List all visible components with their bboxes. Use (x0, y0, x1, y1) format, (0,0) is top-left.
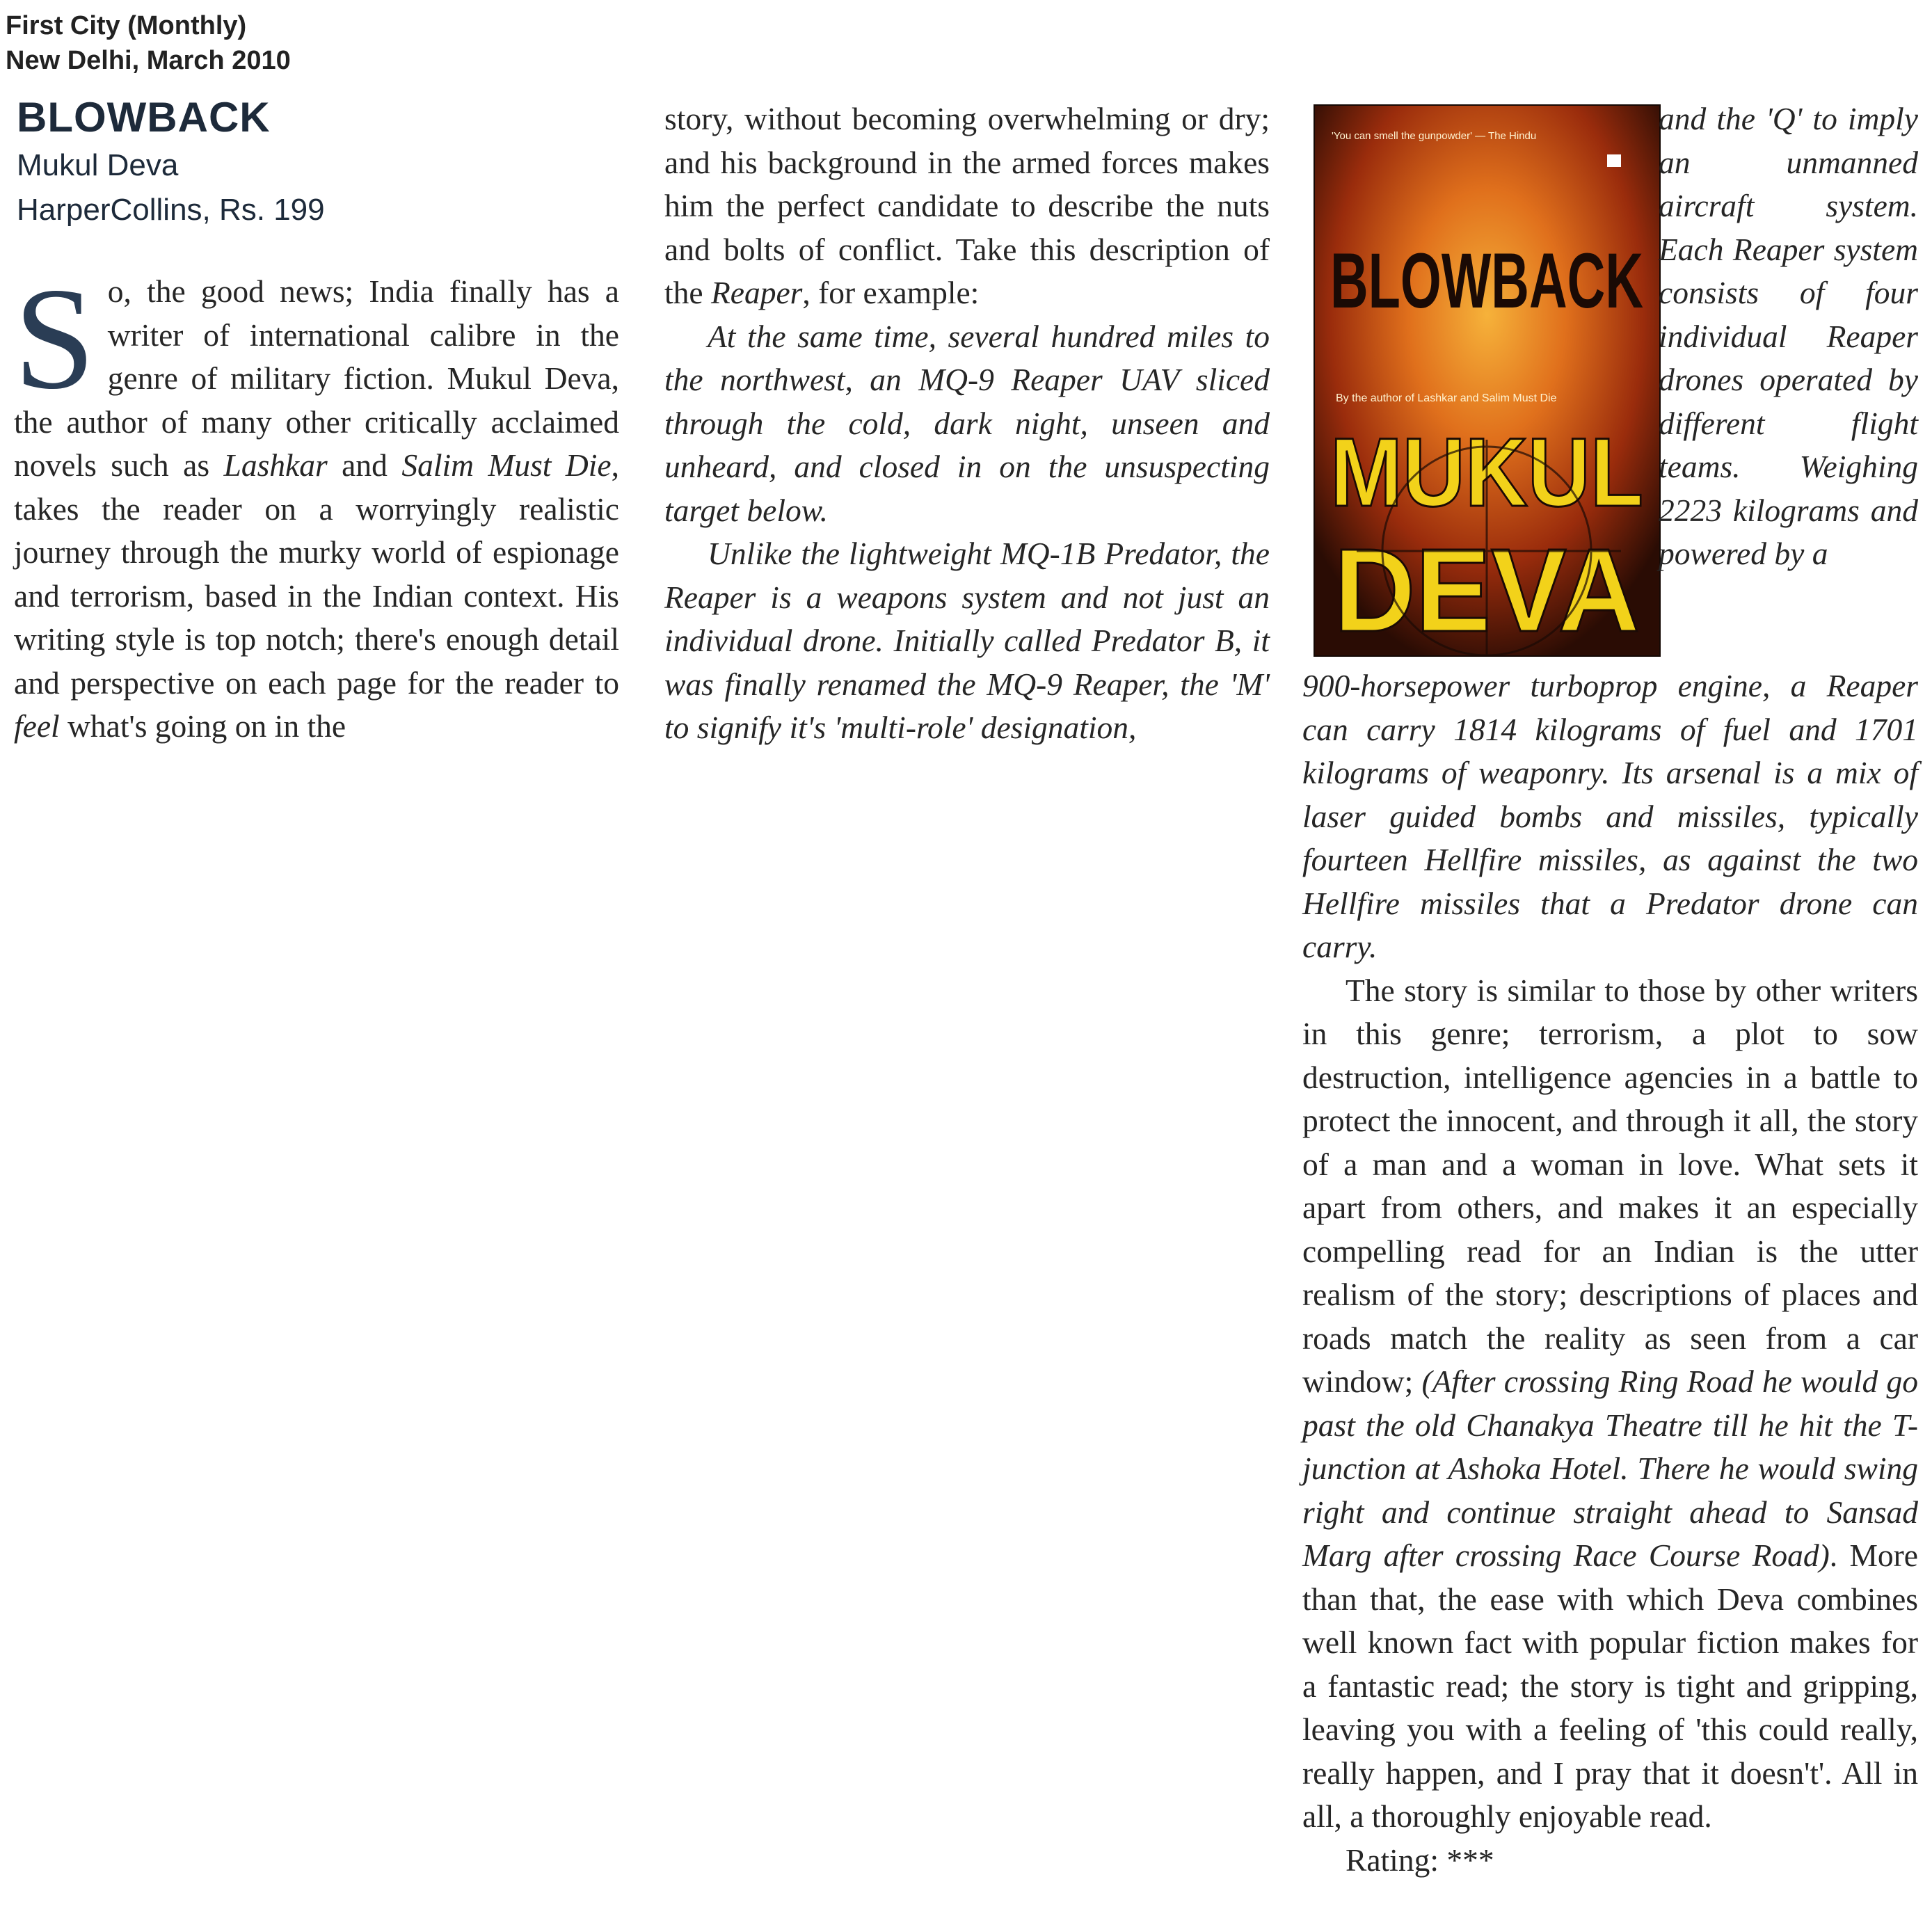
excerpt-paragraph-2: Unlike the lightweight MQ-1B Predator, the Reaper is a weapons system and not just an individual drone. Initially called Predator B, it was finally renamed the MQ-9 Reaper, the 'M' to signify it's 'multi-role' designation, (664, 536, 1270, 745)
cover-quote: 'You can smell the gunpowder' — The Hindu (1332, 130, 1537, 142)
excerpt-paragraph-2-end: 900-horsepower turboprop engine, a Reaper can carry 1814 kilograms of fuel and 1701 kilograms of weaponry. Its arsenal is a mix of laser guided bombs and missiles, typically fourteen Hellfire missiles, as against the two Hellfire missiles that a Predator drone can carry. (1302, 668, 1918, 964)
review-column-1 (14, 258, 619, 749)
cover-author-last: DEVA (1334, 525, 1640, 655)
excerpt-paragraph-2-continued: and the 'Q' to imply an unmanned aircraft system. Each Reaper system consists of four individual Reaper drones operated by different flight teams. Weighing 2223 kilograms and powered by a (1659, 101, 1918, 571)
book-title: BLOWBACK (17, 94, 271, 141)
review-paragraph-3: The story is similar to those by other writers in this genre; terrorism, a plot to sow destruction, intelligence agencies in a battle to protect the innocent, and through it all, the story of a man and a woman in love. What sets it apart from others, and makes it an especially compelling read for an Indian is the utter realism of the story; descriptions of places and roads match the reality as seen from a car window; (After crossing Ring Road he would go past the old Chanakya Theatre till he hit the T-junction at Ashoka Hotel. There he would swing right and continue straight ahead to Sansad Marg after crossing Race Course Road). More than that, the ease with which Deva combines well known fact with popular fiction makes for a fantastic read; the story is tight and gripping, leaving you with a feeling of 'this could really, really happen, and I pray that it doesn't'. All in all, a thoroughly enjoyable read. (1302, 972, 1919, 1834)
book-author: Mukul Deva (17, 148, 179, 182)
review-rating: Rating: *** (1346, 1842, 1494, 1878)
book-info (17, 92, 325, 232)
drop-cap: S (14, 258, 95, 420)
book-publisher-price: HarperCollins, Rs. 199 (17, 193, 325, 227)
cover-byline: By the author of Lashkar and Salim Must Die (1336, 392, 1557, 404)
excerpt-paragraph-1: At the same time, several hundred miles to the northwest, an MQ-9 Reaper UAV sliced through the cold, dark night, unseen and unheard, and closed in on the unsuspecting target below. (664, 318, 1270, 528)
review-paragraph-1: So, the good news; India finally has a writer of international calibre in the genre of military fiction. Mukul Deva, the author of many other critically acclaimed novels such as Lashkar and Salim Must Die, takes the reader on a worryingly realistic journey through the murky world of espionage and terrorism, based in the Indian context. His writing style is top notch; there's enough detail and perspective on each page for the reader to feel what's going on in the (14, 258, 619, 744)
publication-name: First City (Monthly) (6, 11, 247, 40)
review-column-3-beside-cover (1659, 97, 1918, 576)
publication-place-date: New Delhi, March 2010 (6, 46, 291, 75)
cover-author-first: MUKUL (1330, 417, 1643, 527)
book-cover-image (1314, 104, 1661, 657)
cover-title: BLOWBACK (1330, 237, 1643, 324)
review-paragraph-1-cont-marker: what's going on in the (59, 708, 346, 744)
review-column-3 (1302, 664, 1918, 1882)
review-paragraph-1-continued: story, without becoming overwhelming or dry; and his background in the armed forces makes him the perfect candidate to describe the nuts and bolts of conflict. Take this description of the Reaper, for example: (664, 101, 1270, 310)
review-column-2 (664, 97, 1270, 750)
publication-header (6, 8, 291, 78)
